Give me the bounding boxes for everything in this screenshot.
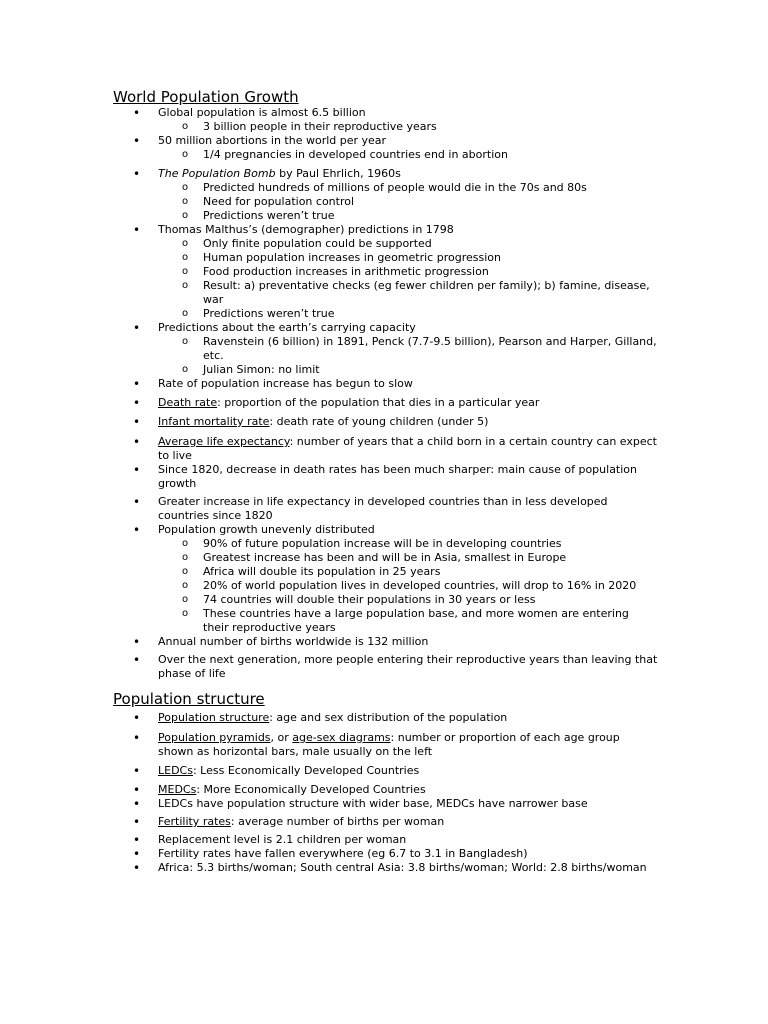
sub-list-item: o Predicted hundreds of millions of people would die in the 70s and 80s	[0, 181, 658, 195]
sub-list-item: o These countries have a large population base, and more women are entering their reproductive years	[0, 607, 658, 635]
list-item	[0, 396, 658, 410]
sub-list-item: o Result: a) preventative checks (eg fewer children per family); b) famine, disease, war	[0, 279, 658, 307]
list-item	[0, 415, 658, 429]
sub-list-item: o 1/4 pregnancies in developed countries end in abortion	[0, 148, 658, 162]
list-item: • Thomas Malthus’s (demographer) predictions in 1798	[0, 223, 658, 237]
sub-list-item: o Ravenstein (6 billion) in 1891, Penck (7.7-9.5 billion), Pearson and Harper, Gilland, etc.	[0, 335, 658, 363]
book-title: The Population Bomb	[158, 167, 276, 180]
list-item	[0, 764, 658, 778]
term: Fertility rates	[158, 815, 231, 828]
term: LEDCs	[158, 764, 193, 777]
list-item	[0, 815, 658, 829]
sub-list-item: o Julian Simon: no limit	[0, 363, 658, 377]
connector-text: , or	[270, 731, 293, 744]
sub-list-item: o Only finite population could be supported	[0, 237, 658, 251]
list-item: • LEDCs have population structure with wider base, MEDCs have narrower base	[0, 797, 658, 811]
term: MEDCs	[158, 783, 197, 796]
list-item: • Over the next generation, more people entering their reproductive years than leaving that phase of life	[0, 653, 658, 681]
list-item: • Fertility rates have fallen everywhere (eg 6.7 to 3.1 in Bangladesh)	[0, 847, 658, 861]
list-item: • Rate of population increase has begun to slow	[0, 377, 658, 391]
term: Average life expectancy	[158, 435, 290, 448]
definition: : death rate of young children (under 5)	[269, 415, 489, 428]
term: age-sex diagrams	[292, 731, 391, 744]
list-item: • Annual number of births worldwide is 132 million	[0, 635, 658, 649]
list-item: • Global population is almost 6.5 billion	[0, 106, 658, 120]
term: Death rate	[158, 396, 218, 409]
section-heading-population-structure: Population structure	[113, 690, 265, 708]
list-item: • Replacement level is 2.1 children per woman	[0, 833, 658, 847]
list-item	[0, 731, 658, 759]
sub-list-item: o Predictions weren’t true	[0, 307, 658, 321]
sub-list-item: o Greatest increase has been and will be in Asia, smallest in Europe	[0, 551, 658, 565]
term: Infant mortality rate	[158, 415, 270, 428]
list-item: • 50 million abortions in the world per year	[0, 134, 658, 148]
sub-list-item: o 90% of future population increase will be in developing countries	[0, 537, 658, 551]
list-item	[0, 435, 658, 463]
definition: : number of years that a child born in a certain country can expect to live	[158, 435, 657, 462]
list-item	[0, 711, 658, 725]
list-item: • Predictions about the earth’s carrying capacity	[0, 321, 658, 335]
sub-list-item: o Food production increases in arithmetic progression	[0, 265, 658, 279]
list-item	[0, 167, 658, 181]
term: Population pyramids	[158, 731, 271, 744]
section-heading-world-population-growth: World Population Growth	[113, 88, 299, 106]
definition: : average number of births per woman	[230, 815, 445, 828]
sub-list-item: o 3 billion people in their reproductive years	[0, 120, 658, 134]
list-item	[0, 783, 658, 797]
sub-list-item: o Need for population control	[0, 195, 658, 209]
sub-list-item: o Africa will double its population in 25 years	[0, 565, 658, 579]
world-population-list	[0, 106, 658, 681]
list-item: • Since 1820, decrease in death rates has been much sharper: main cause of population growth	[0, 463, 658, 491]
list-item-text: by Paul Ehrlich, 1960s	[275, 167, 401, 180]
sub-list-item: o 74 countries will double their populations in 30 years or less	[0, 593, 658, 607]
population-structure-list	[0, 711, 658, 875]
definition: : proportion of the population that dies in a particular year	[217, 396, 540, 409]
list-item: • Population growth unevenly distributed	[0, 523, 658, 537]
list-item: • Greater increase in life expectancy in developed countries than in less developed countries since 1820	[0, 495, 658, 523]
definition: : number or proportion of each age group shown as horizontal bars, male usually on the left	[158, 731, 620, 758]
definition: : age and sex distribution of the population	[269, 711, 508, 724]
sub-list-item: o Human population increases in geometric progression	[0, 251, 658, 265]
definition: : Less Economically Developed Countries	[192, 764, 420, 777]
definition: : More Economically Developed Countries	[196, 783, 426, 796]
sub-list-item: o Predictions weren’t true	[0, 209, 658, 223]
list-item: • Africa: 5.3 births/woman; South central Asia: 3.8 births/woman; World: 2.8 births/woman	[0, 861, 658, 875]
sub-list-item: o 20% of world population lives in developed countries, will drop to 16% in 2020	[0, 579, 658, 593]
term: Population structure	[158, 711, 270, 724]
